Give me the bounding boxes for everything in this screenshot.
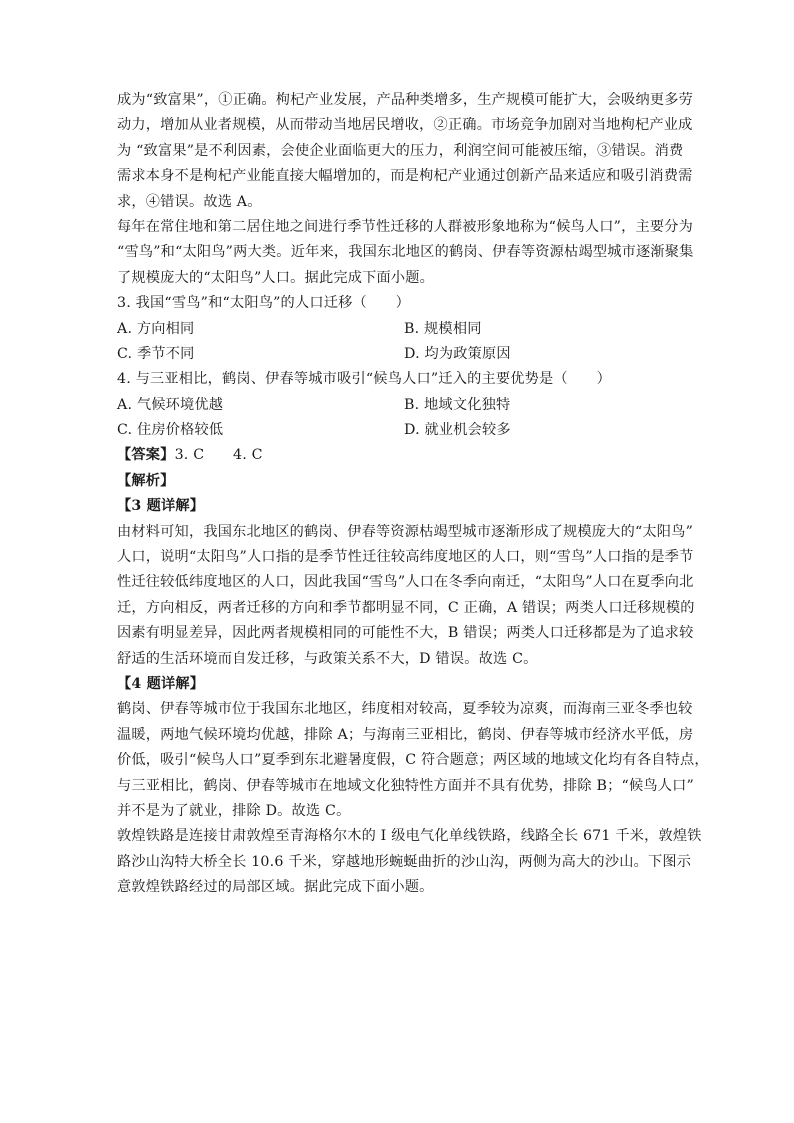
options-row bbox=[117, 342, 682, 367]
text-line: 意敦煌铁路经过的局部区域。据此完成下面小题。 bbox=[117, 879, 434, 896]
text-line: 成为“致富果”，①正确。枸杞产业发展，产品种类增多，生产规模可能扩大，会吸纳更多劳 bbox=[117, 92, 694, 108]
text-line: 为 “致富果”是不利因素，会使企业面临更大的压力，利润空间可能被压缩，③错误。消费 bbox=[117, 142, 684, 159]
text-line: 了规模庞大的“太阳鸟”人口。据此完成下面小题。 bbox=[117, 269, 435, 286]
text-line: 求，④错误。故选 A。 bbox=[117, 193, 262, 210]
options-row bbox=[117, 393, 682, 418]
answer-line bbox=[117, 443, 682, 468]
question-3-detail bbox=[117, 494, 695, 672]
option-c: C. 季节不同 bbox=[117, 345, 195, 362]
question-4 bbox=[117, 367, 682, 443]
analysis-label: 【解析】 bbox=[117, 472, 175, 489]
option-b: B. 规模相同 bbox=[404, 320, 482, 337]
text-line: 因素有明显差异，因此两者规模相同的可能性不大，B 错误；两类人口迁移都是为了追求较 bbox=[117, 625, 694, 642]
material-migration bbox=[117, 215, 694, 291]
text-line: 动力，增加从业者规模，从而带动当地居民增收，②正确。市场竞争加剧对当地枸杞产业成 bbox=[117, 117, 693, 134]
text-line: 路沙山沟特大桥全长 10.6 千米，穿越地形蜿蜒曲折的沙山沟，两侧为高大的沙山。下图示 bbox=[117, 853, 692, 870]
answer-text: 3. C 4. C bbox=[174, 447, 263, 464]
option-d: D. 就业机会较多 bbox=[404, 422, 511, 439]
text-line: 价低，吸引“候鸟人口”夏季到东北避暑度假，C 符合题意；两区域的地域文化均有各自特点， bbox=[117, 752, 709, 769]
option-a: A. 气候环境优越 bbox=[117, 396, 224, 413]
text-line: “雪鸟”和“太阳鸟”两大类。近年来，我国东北地区的鹤岗、伊春等资源枯竭型城市逐渐聚集 bbox=[117, 244, 694, 261]
option-d: D. 均为政策原因 bbox=[404, 345, 511, 362]
text-line: 人口，说明“太阳鸟”人口指的是季节性迁往较高纬度地区的人口，则“雪鸟”人口指的是季节 bbox=[117, 549, 694, 566]
detail-label: 【3 题详解】 bbox=[117, 498, 205, 515]
text-line: 由材料可知，我国东北地区的鹤岗、伊春等资源枯竭型城市逐渐形成了规模庞大的“太阳鸟” bbox=[117, 523, 694, 540]
text-line: 迁，方向相反，两者迁移的方向和季节都明显不同，C 正确，A 错误；两类人口迁移规模的 bbox=[117, 599, 695, 616]
paragraph-previous-answer bbox=[117, 88, 694, 215]
text-line: 敦煌铁路是连接甘肃敦煌至青海格尔木的 I 级电气化单线铁路，线路全长 671 千米，敦煌铁 bbox=[117, 828, 702, 845]
option-c: C. 住房价格较低 bbox=[117, 422, 224, 439]
text-line: 鹤岗、伊春等城市位于我国东北地区，纬度相对较高，夏季较为凉爽，而海南三亚冬季也较 bbox=[117, 701, 693, 718]
text-line: 并不是为了就业，排除 D。故选 C。 bbox=[117, 802, 351, 819]
question-3 bbox=[117, 291, 682, 367]
document-page bbox=[117, 88, 709, 901]
text-line: 舒适的生活环境而自发迁移，与政策关系不大，D 错误。故选 C。 bbox=[117, 650, 538, 667]
text-line: 需求本身不是枸杞产业能直接大幅增加的，而是枸杞产业通过创新产品来适应和吸引消费需 bbox=[117, 168, 693, 185]
text-line: 性迁往较低纬度地区的人口，因此我国“雪鸟”人口在冬季向南迁，“太阳鸟”人口在夏季向北 bbox=[117, 574, 694, 591]
options-row bbox=[117, 317, 682, 342]
detail-label: 【4 题详解】 bbox=[117, 675, 205, 692]
question-stem: 3. 我国“雪鸟”和“太阳鸟”的人口迁移（ ） bbox=[117, 295, 411, 312]
question-4-detail bbox=[117, 672, 709, 824]
option-a: A. 方向相同 bbox=[117, 320, 195, 337]
text-line: 温暖，两地气候环境均优越，排除 A；与海南三亚相比，鹤岗、伊春等城市经济水平低，房 bbox=[117, 726, 694, 743]
options-row bbox=[117, 418, 682, 443]
text-line: 每年在常住地和第二居住地之间进行季节性迁移的人群被形象地称为“候鸟人口”，主要分为 bbox=[117, 218, 694, 235]
answer-label: 【答案】 bbox=[117, 447, 175, 464]
option-b: B. 地域文化独特 bbox=[404, 396, 511, 413]
question-stem: 4. 与三亚相比，鹤岗、伊春等城市吸引“候鸟人口”迁入的主要优势是（ ） bbox=[117, 371, 611, 388]
material-railway bbox=[117, 824, 702, 900]
text-line: 与三亚相比，鹤岗、伊春等城市在地域文化独特性方面并不具有优势，排除 B；“候鸟人口” bbox=[117, 777, 694, 794]
